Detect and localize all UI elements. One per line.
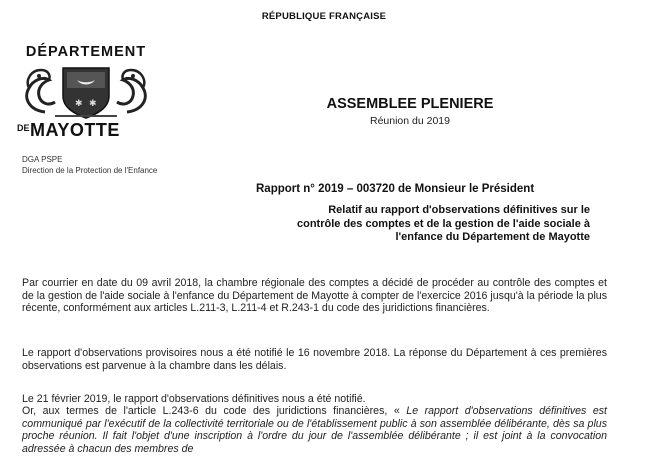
logo-de-text: DE [17, 123, 30, 133]
report-subject-line: contrôle des comptes et de la gestion de l'aide sociale à [297, 217, 590, 230]
direction-block [22, 155, 157, 176]
paragraph-intro: Or, aux termes de l'article L.243-6 du code des juridictions financières, « [22, 405, 400, 417]
body-paragraph: Le rapport d'observations provisoires nous a été notifié le 16 novembre 2018. La réponse du Département à ces premières observations est parvenue à la chambre dans les délais. [22, 347, 607, 372]
report-subject-line: l'enfance du Département de Mayotte [395, 231, 590, 243]
republique-header: RÉPUBLIQUE FRANÇAISE [261, 11, 387, 22]
coat-of-arms-icon [15, 62, 157, 120]
direction-name: Direction de la Protection de l'Enfance [22, 165, 158, 175]
report-number: Rapport n° 2019 – 003720 de Monsieur le Président [256, 183, 535, 195]
assembly-block [320, 96, 500, 127]
departement-logo [15, 44, 157, 142]
body-paragraph: Le 21 février 2019, le rapport d'observations définitives nous a été notifié. [22, 393, 366, 405]
paragraph-quote: Le rapport d'observations définitives est communiqué par l'exécutif de la collectivité territoriale ou de l'établissement public à son assemblée délibérante, dès sa plus proche réunion. Il fait l'objet d'une inscription à l'ordre du jour de l'assemblée délibérante ; il est joint à la convocation adressée à chacun des membres de [22, 405, 607, 455]
assembly-subtitle: Réunion du 2019 [370, 115, 450, 127]
logo-bottom-text: MAYOTTE [30, 120, 120, 140]
report-subject-line: Relatif au rapport d'observations définitives sur le [328, 204, 590, 216]
body-paragraph [22, 405, 607, 455]
report-subject [240, 204, 590, 245]
assembly-title: ASSEMBLEE PLENIERE [326, 96, 494, 112]
dga-label: DGA PSPE [22, 155, 63, 164]
svg-text:✱: ✱ [75, 99, 83, 109]
body-paragraph: Par courrier en date du 09 avril 2018, la chambre régionale des comptes a décidé de procéder au contrôle des comptes et de la gestion de l'aide sociale à l'enfance du Département de Mayotte à compter de l'exercice 2016 jusqu'à la période la plus récente, conformément aux articles L.211-3, L.211-4 et R.243-1 du code des juridictions financières. [22, 277, 607, 315]
logo-top-text: DÉPARTEMENT [25, 44, 147, 60]
svg-text:✱: ✱ [89, 99, 97, 109]
